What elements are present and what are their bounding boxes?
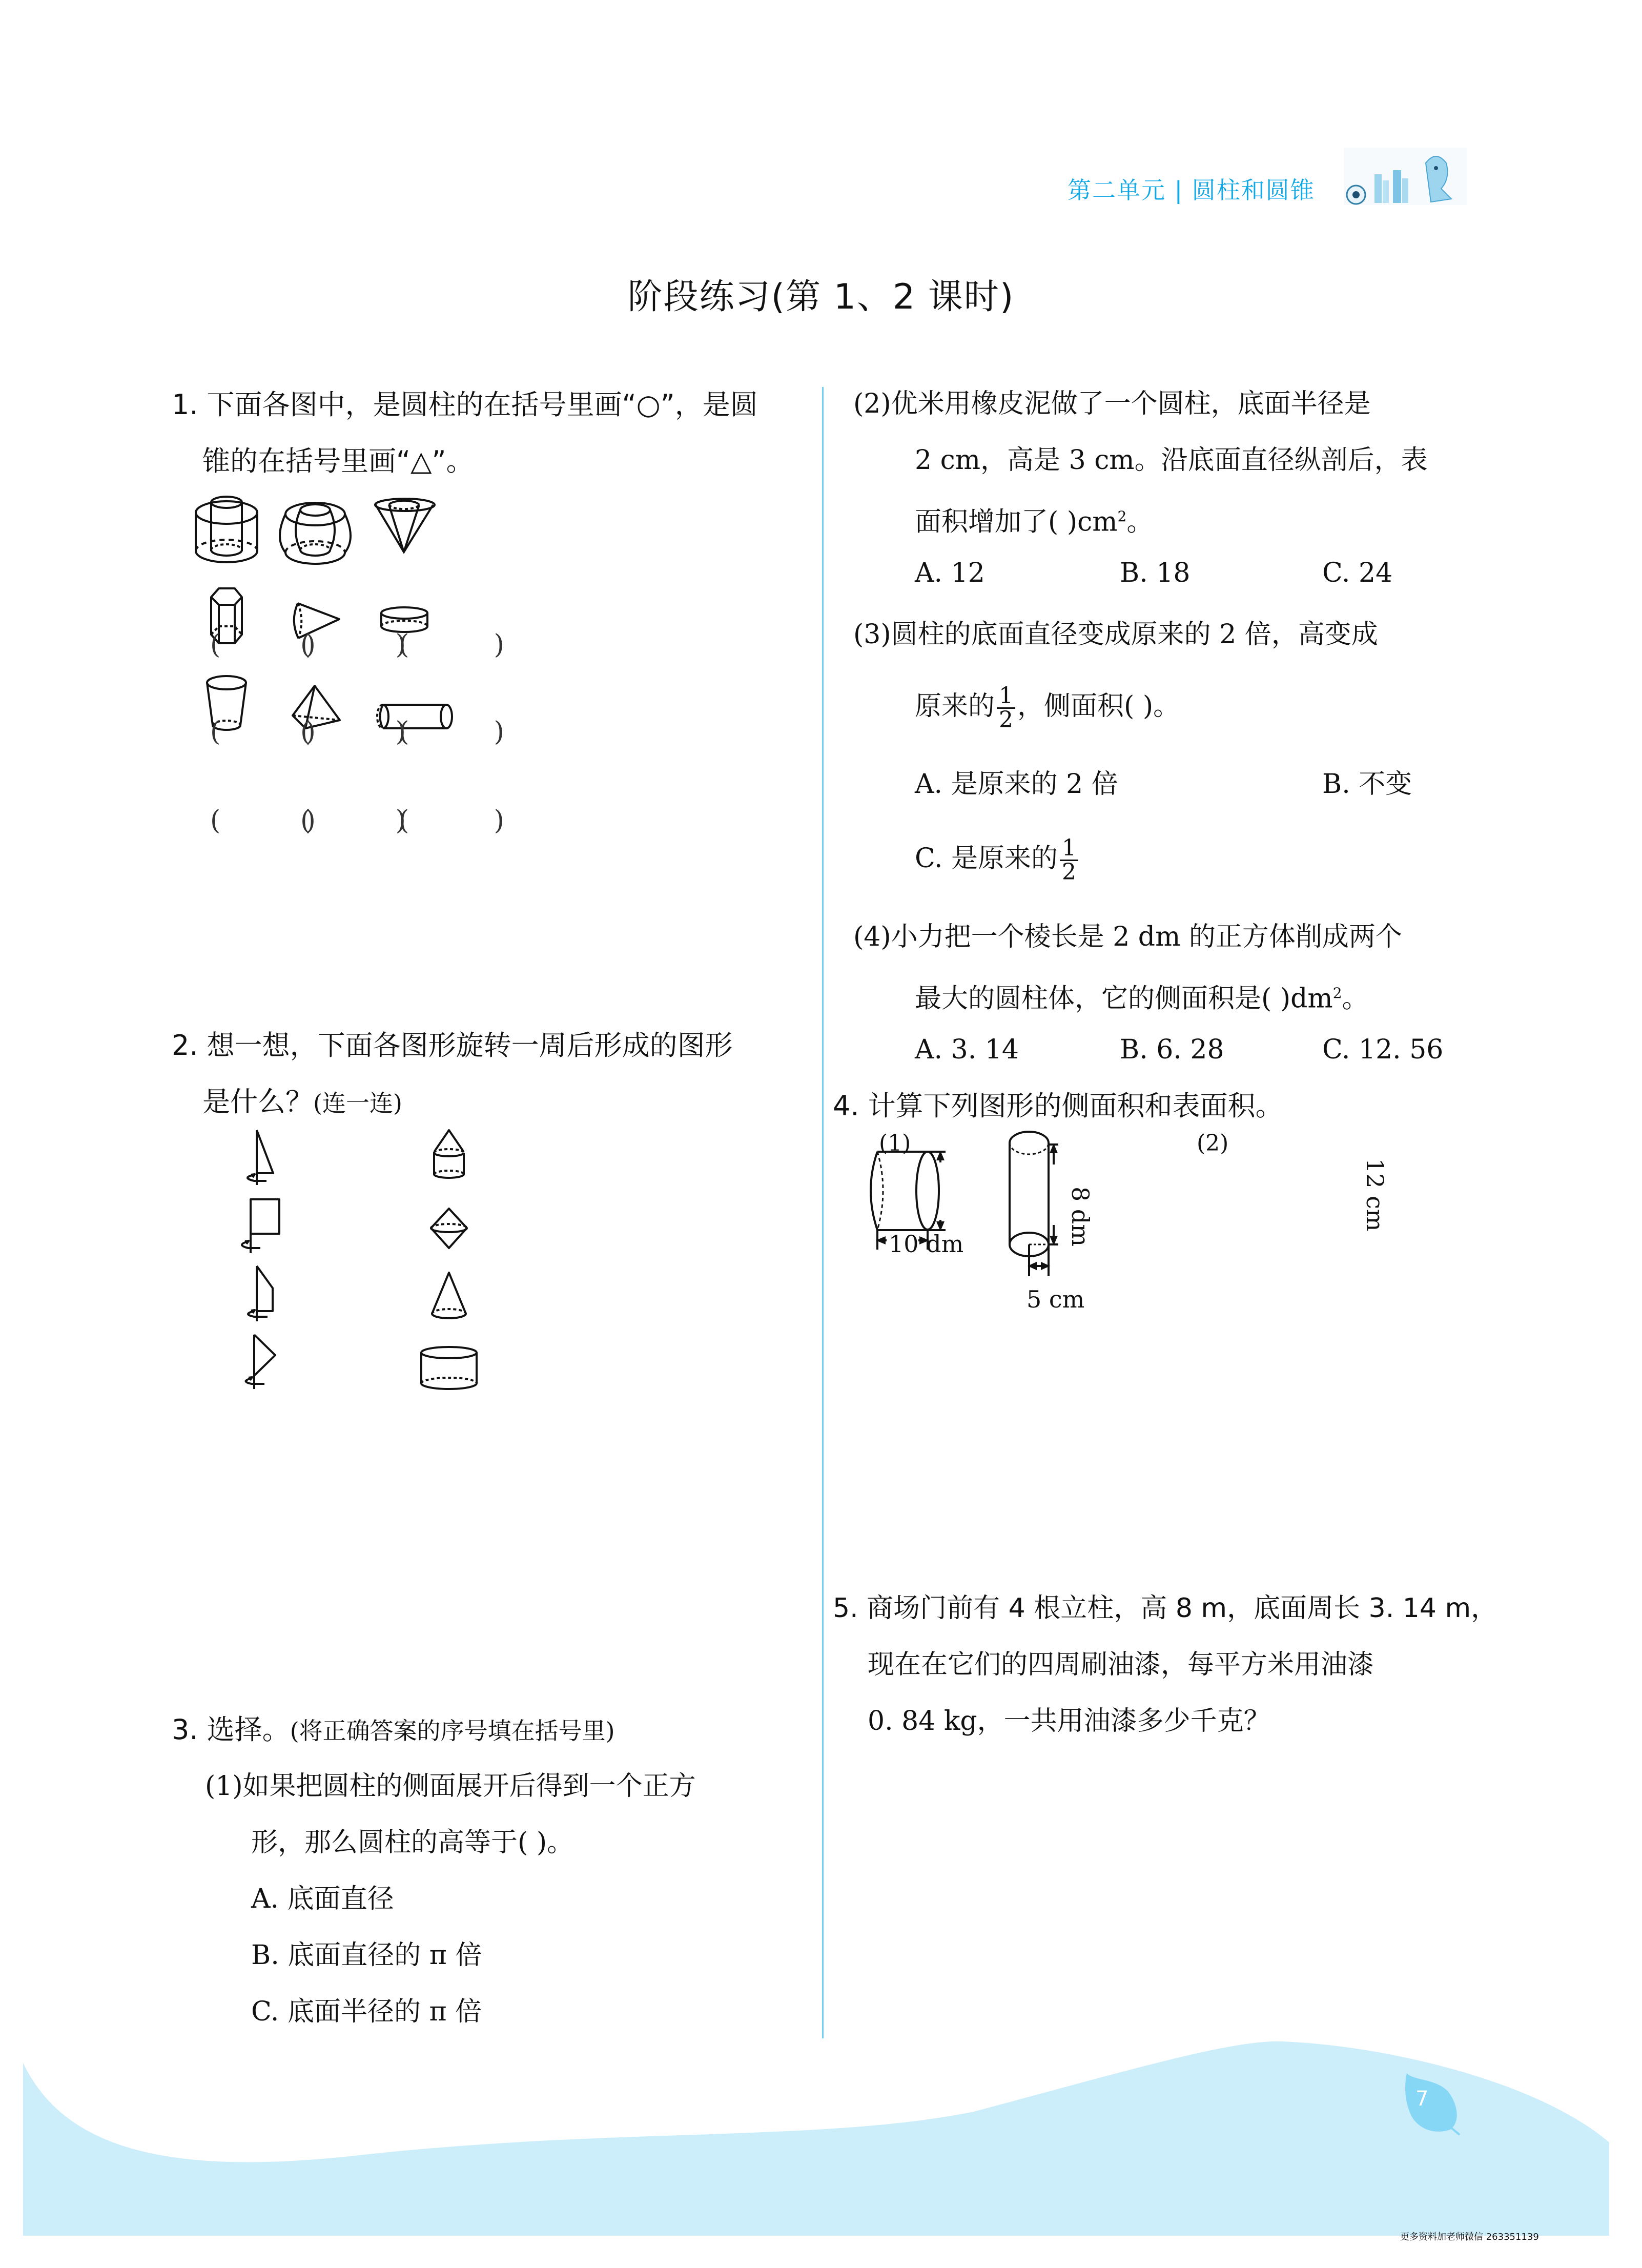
q4-figure-2-height-label: 12 cm bbox=[1361, 1158, 1389, 1232]
q3-4-option-c[interactable]: C. 12. 56 bbox=[1322, 1034, 1444, 1065]
q5-line1 bbox=[833, 1580, 1497, 1637]
fraction-one-half bbox=[997, 685, 1015, 731]
q1-prompt-line2: 锥的在括号里画“△”。 bbox=[202, 445, 474, 477]
q1-shapes-grid bbox=[195, 492, 784, 1005]
q2-note: (连一连) bbox=[313, 1089, 402, 1117]
q1-answer-blank-1[interactable]: ( ) bbox=[210, 629, 316, 660]
q1-answer-blank-5[interactable]: ( ) bbox=[300, 717, 406, 747]
footer-wave-decoration bbox=[0, 2025, 1642, 2268]
q3-3-line2 bbox=[915, 678, 1180, 734]
period: 。 bbox=[1126, 506, 1154, 538]
q3-2-line2: 2 cm，高是 3 cm。沿底面直径纵剖后，表 bbox=[915, 445, 1428, 476]
q3-3-line2-post: ，侧面积( )。 bbox=[1017, 691, 1180, 722]
q3-1-option-c[interactable]: C. 底面半径的 π 倍 bbox=[251, 1996, 482, 2027]
q1-answer-blank-7[interactable]: ( ) bbox=[210, 805, 316, 836]
q5-line1-text: 5. 商场门前有 4 根立柱，高 8 m，底面周长 3. 14 m， bbox=[833, 1593, 1498, 1624]
superscript: 2 bbox=[1117, 508, 1127, 525]
unit-header: 第二单元 | 圆柱和圆锥 bbox=[1068, 176, 1315, 204]
q3-1-option-b[interactable]: B. 底面直径的 π 倍 bbox=[251, 1940, 482, 1971]
q3-1-option-a[interactable]: A. 底面直径 bbox=[251, 1884, 394, 1914]
q3-3-line2-pre: 原来的 bbox=[915, 691, 995, 722]
q4-figure-2-radius-label: 5 cm bbox=[1027, 1285, 1085, 1313]
denominator: 2 bbox=[999, 707, 1014, 733]
q1-answer-blank-3[interactable]: ( ) bbox=[399, 629, 504, 660]
q2-prompt-line1: 2. 想一想，下面各图形旋转一周后形成的图形 bbox=[172, 1029, 733, 1061]
q3-2-option-a[interactable]: A. 12 bbox=[915, 558, 985, 588]
wide-cylinder-icon bbox=[421, 1347, 477, 1389]
cone-icon bbox=[432, 1273, 466, 1318]
q2-rotation-figures bbox=[231, 1128, 794, 1691]
q1-answer-blank-8[interactable]: ( ) bbox=[300, 805, 406, 836]
q4-figure-1-label: (1) bbox=[879, 1130, 911, 1156]
period: 。 bbox=[1342, 983, 1369, 1014]
numerator: 1 bbox=[1060, 837, 1078, 861]
q2-prompt-line2 bbox=[202, 1074, 402, 1131]
q3-1-line1: (1)如果把圆柱的侧面展开后得到一个正方 bbox=[205, 1771, 696, 1802]
q4-figure-2-label: (2) bbox=[1197, 1130, 1229, 1156]
right-triangle-on-axis-icon bbox=[248, 1130, 273, 1185]
q3-prompt-text: 3. 选择。 bbox=[172, 1713, 290, 1746]
q3-2-option-c[interactable]: C. 24 bbox=[1322, 558, 1393, 588]
page-number: 7 bbox=[1415, 2087, 1429, 2111]
page-title: 阶段练习(第 1、2 课时) bbox=[627, 277, 1015, 317]
q3-note: (将正确答案的序号填在括号里) bbox=[290, 1717, 615, 1745]
q3-4-line2 bbox=[915, 965, 1369, 1027]
q3-2-option-b[interactable]: B. 18 bbox=[1120, 558, 1191, 588]
q3-3-option-c[interactable] bbox=[915, 830, 1080, 887]
cone-on-cylinder-icon bbox=[434, 1130, 464, 1178]
q3-4-line2-text: 最大的圆柱体，它的侧面积是( )dm bbox=[915, 983, 1333, 1014]
double-cone-icon bbox=[431, 1209, 467, 1248]
q3-1-line2: 形，那么圆柱的高等于( )。 bbox=[251, 1827, 574, 1858]
q3-2-line1: (2)优米用橡皮泥做了一个圆柱，底面半径是 bbox=[853, 389, 1371, 419]
q3-3-option-b[interactable]: B. 不变 bbox=[1322, 769, 1412, 800]
q3-3-line1: (3)圆柱的底面直径变成原来的 2 倍，高变成 bbox=[853, 619, 1378, 650]
q5-line3: 0. 84 kg，一共用油漆多少千克？ bbox=[868, 1706, 1270, 1736]
q3-4-line1: (4)小力把一个棱长是 2 dm 的正方体削成两个 bbox=[853, 922, 1402, 952]
denominator: 2 bbox=[1062, 859, 1076, 885]
q3-4-option-b[interactable]: B. 6. 28 bbox=[1120, 1034, 1224, 1065]
q1-answer-blank-2[interactable]: ( ) bbox=[300, 629, 406, 660]
q3-3-option-c-text: C. 是原来的 bbox=[915, 843, 1058, 874]
q4-figure-1-diameter-label: 8 dm bbox=[1066, 1187, 1094, 1247]
superscript: 2 bbox=[1332, 985, 1342, 1002]
rectangle-on-axis-icon bbox=[242, 1199, 279, 1253]
q3-2-line3 bbox=[915, 488, 1153, 550]
numerator: 1 bbox=[997, 685, 1015, 709]
q4-prompt: 4. 计算下列图形的侧面积和表面积。 bbox=[833, 1090, 1283, 1122]
q4-figure-1-length-label: 10 dm bbox=[889, 1230, 964, 1258]
footer-contact-note: 更多资料加老师微信 263351139 bbox=[1400, 2232, 1539, 2242]
q3-prompt bbox=[172, 1702, 615, 1759]
q1-answer-blank-4[interactable]: ( ) bbox=[210, 717, 316, 747]
q1-answer-blank-9[interactable]: ( ) bbox=[399, 805, 504, 836]
fraction-one-half bbox=[1060, 837, 1078, 884]
q1-prompt-line1: 1. 下面各图中，是圆柱的在括号里画“○”，是圆 bbox=[172, 389, 758, 421]
vertical-cylinder-icon bbox=[1010, 1132, 1058, 1276]
trapezoid-on-axis-icon bbox=[248, 1266, 273, 1321]
q5-line2: 现在在它们的四周刷油漆，每平方米用油漆 bbox=[868, 1649, 1374, 1680]
q2-prompt-text: 是什么？ bbox=[202, 1086, 313, 1118]
triangle-on-axis-icon bbox=[246, 1335, 276, 1389]
q3-3-option-a[interactable]: A. 是原来的 2 倍 bbox=[915, 769, 1118, 800]
q3-4-option-a[interactable]: A. 3. 14 bbox=[915, 1034, 1019, 1065]
q1-answer-blank-6[interactable]: ( ) bbox=[399, 717, 504, 747]
q3-2-line3-text: 面积增加了( )cm bbox=[915, 506, 1118, 538]
